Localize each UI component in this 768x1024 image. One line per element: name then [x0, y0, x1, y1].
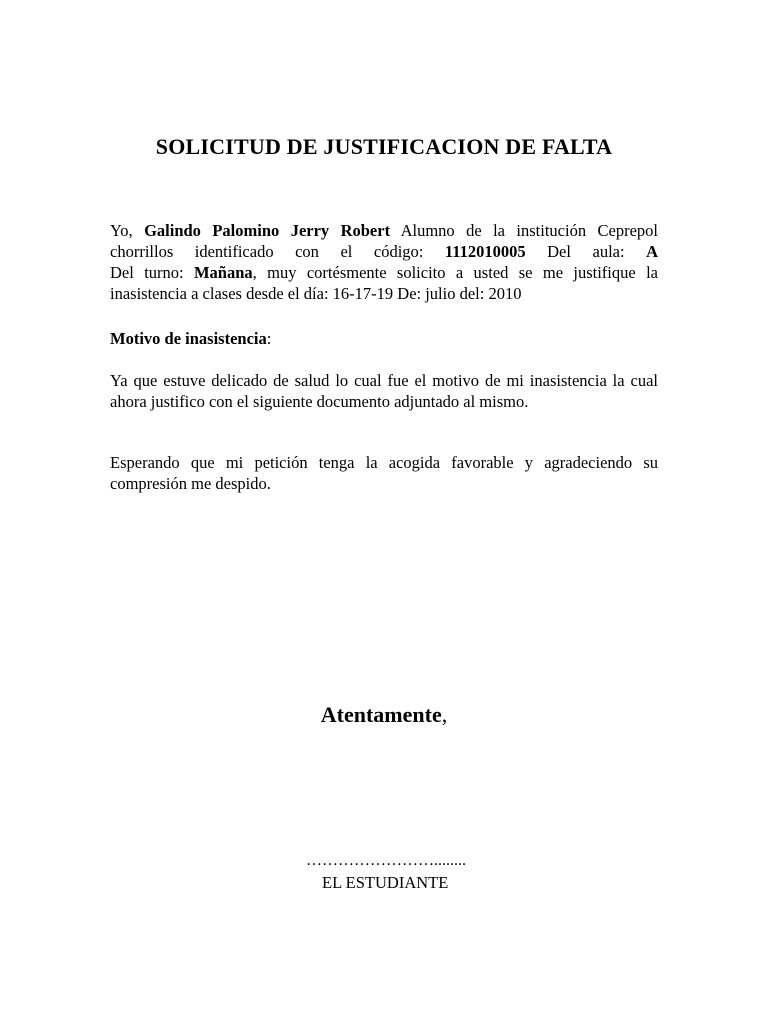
text-segment: Yo, — [110, 221, 145, 240]
student-name: Galindo Palomino Jerry Robert — [144, 221, 391, 240]
request-line-3 — [110, 262, 658, 283]
text-segment: Alumno de la institución Ceprepol — [390, 221, 658, 240]
farewell-paragraph: Esperando que mi petición tenga la acogida favorable y agradeciendo su compresión me despido. — [110, 453, 658, 493]
text-segment: Del turno: — [110, 263, 194, 282]
request-line-4: inasistencia a clases desde el día: 16-17-19 De: julio del: 2010 — [110, 284, 522, 303]
reason-colon: : — [266, 329, 272, 348]
student-code: 1112010005 — [444, 242, 526, 261]
text-segment: chorrillos identificado con el código: — [110, 242, 445, 261]
closing-word: Atentamente — [320, 702, 442, 727]
closing — [0, 702, 768, 728]
signature-line: ……………………........ — [306, 852, 466, 869]
classroom: A — [646, 242, 659, 261]
reason-heading — [110, 328, 658, 349]
document-title: SOLICITUD DE JUSTIFICACION DE FALTA — [155, 134, 613, 159]
shift: Mañana — [193, 263, 253, 282]
request-paragraph — [110, 220, 658, 304]
request-line-2 — [110, 241, 658, 262]
text-segment: , muy cortésmente solicito a usted se me justifique la — [252, 263, 658, 282]
reason-label: Motivo de inasistencia — [110, 329, 267, 348]
reason-paragraph: Ya que estuve delicado de salud lo cual fue el motivo de mi inasistencia la cual ahora justifico con el siguiente documento adjuntado al mismo. — [110, 371, 658, 411]
request-line-1 — [110, 220, 658, 241]
signature-label: EL ESTUDIANTE — [322, 873, 449, 892]
text-segment: Del aula: — [525, 242, 647, 261]
closing-comma: , — [441, 702, 448, 727]
